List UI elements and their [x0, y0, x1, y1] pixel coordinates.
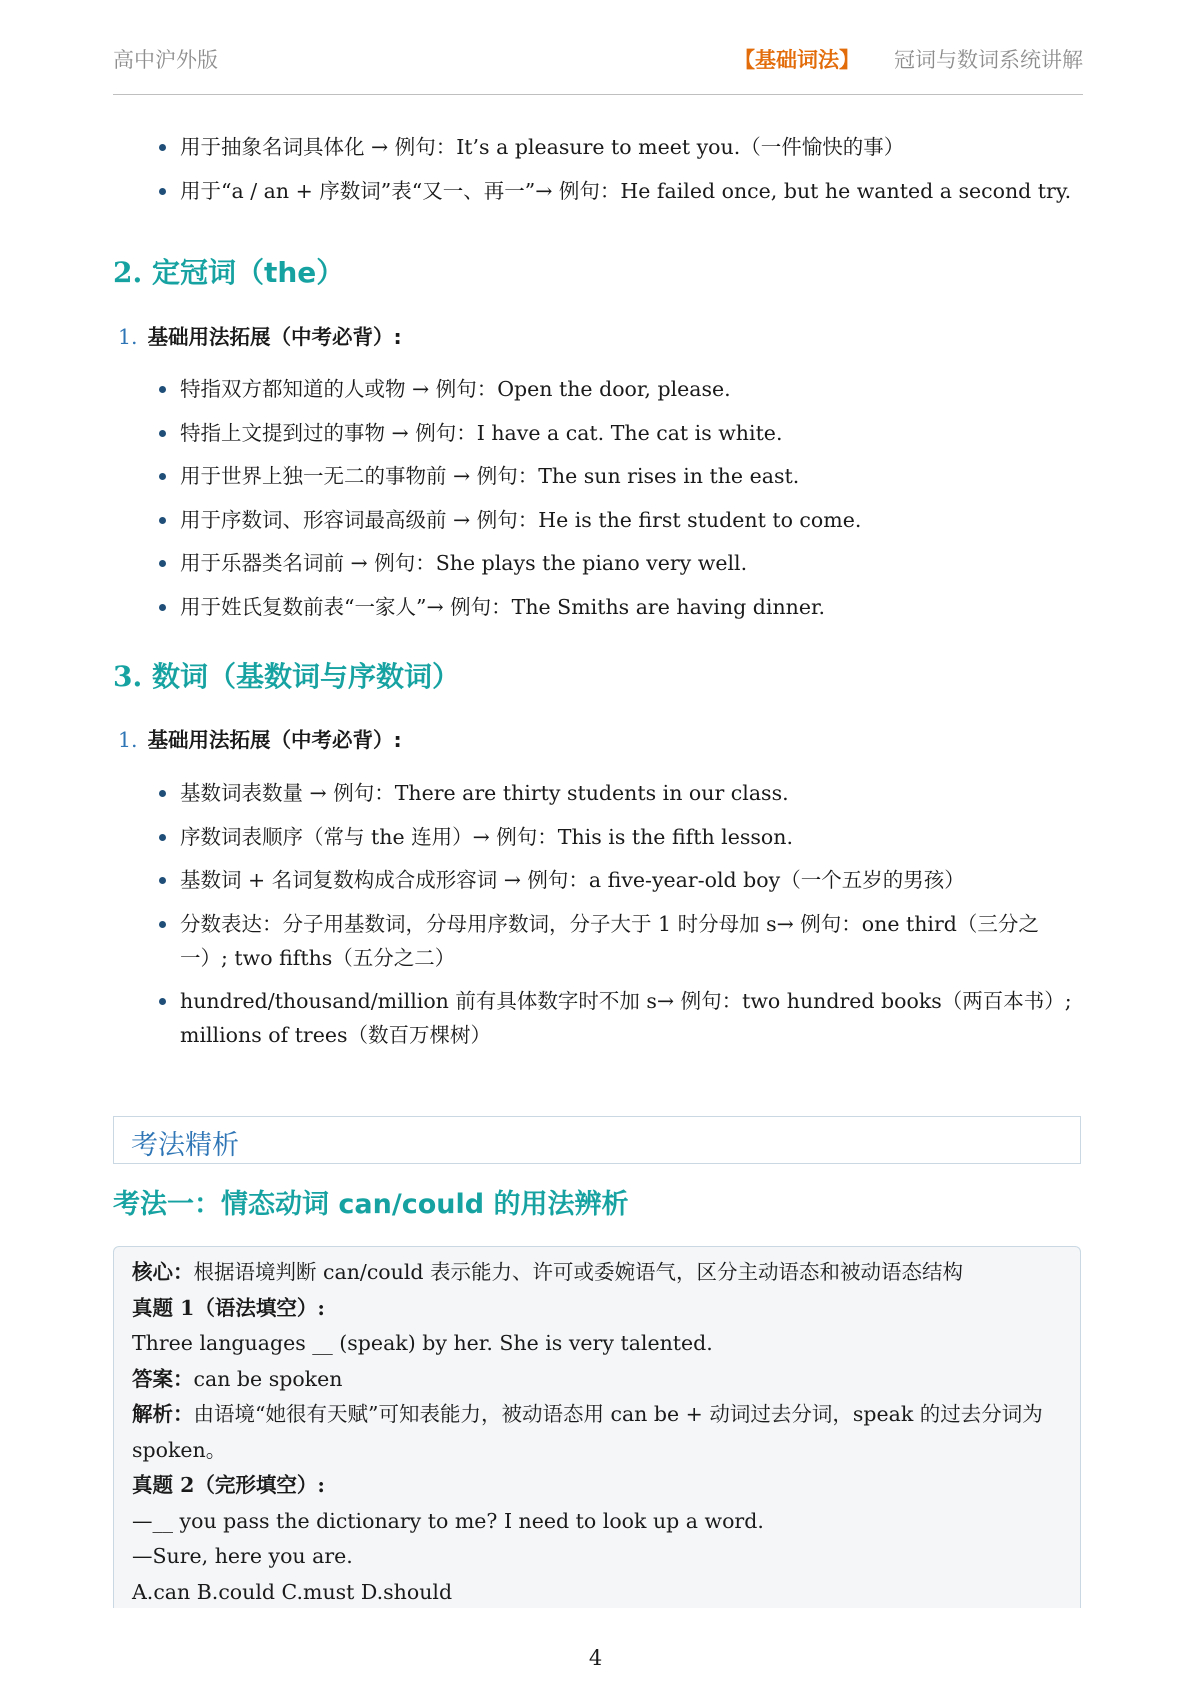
page-header — [113, 44, 1083, 95]
bullet-icon — [159, 877, 166, 884]
list-item: 用于姓氏复数前表“一家人”→ 例句：The Smiths are having dinner. — [158, 590, 861, 624]
bullet-icon — [159, 998, 166, 1005]
subheading-basic-usage: 1. 基础用法拓展（中考必背）: — [118, 325, 402, 349]
list-item: 序数词表顺序（常与 the 连用）→ 例句：This is the fifth lesson. — [158, 820, 1085, 854]
section-banner: 考法精析 — [113, 1116, 1081, 1164]
bullet-icon — [159, 604, 166, 611]
bullet-icon — [159, 921, 166, 928]
bullet-icon — [159, 188, 166, 195]
list-item: 用于乐器类名词前 → 例句：She plays the piano very well. — [158, 546, 861, 580]
method-title: 考法一：情态动词 can/could 的用法辨析 — [113, 1189, 629, 1220]
bullet-icon — [159, 517, 166, 524]
bullet-icon — [159, 386, 166, 393]
question-2-line-2: —Sure, here you are. — [132, 1544, 353, 1568]
answer-line: 答案：can be spoken — [132, 1366, 343, 1391]
list-item: 用于“a / an + 序数词”表“又一、再一”→ 例句：He failed once, but he wanted a second try. — [158, 174, 1071, 208]
header-tag: 【基础词法】 — [734, 48, 860, 72]
bullet-icon — [159, 834, 166, 841]
page-number: 4 — [588, 1646, 603, 1670]
bullet-icon — [159, 473, 166, 480]
list-item: 特指上文提到过的事物 → 例句：I have a cat. The cat is white. — [158, 416, 861, 450]
list-item: 用于抽象名词具体化 → 例句：It’s a pleasure to meet you.（一件愉快的事） — [158, 130, 1071, 164]
list-item: hundred/thousand/million 前有具体数字时不加 s→ 例句：two hundred books（两百本书）; millions of trees（数百万棵树） — [158, 984, 1085, 1052]
header-title: 冠词与数词系统讲解 — [894, 48, 1083, 72]
explanation-line: 解析：由语境“她很有天赋”可知表能力，被动语态用 can be + 动词过去分词，speak 的过去分词为 spoken。 — [132, 1402, 1043, 1462]
example-card — [113, 1246, 1081, 1608]
bullet-icon — [159, 790, 166, 797]
bullet-icon — [159, 430, 166, 437]
section-heading-article: 2. 定冠词（the） — [113, 256, 345, 289]
numeral-bullet-list — [158, 776, 1085, 1062]
bullet-icon — [159, 560, 166, 567]
question-1-text: Three languages __ (speak) by her. She is very talented. — [132, 1331, 713, 1355]
section-heading-numeral: 3. 数词（基数词与序数词） — [113, 660, 460, 693]
question-1-label: 真题 1（语法填空）: — [132, 1295, 325, 1320]
article-bullet-list — [158, 372, 861, 633]
subheading-basic-usage-2: 1. 基础用法拓展（中考必背）: — [118, 728, 402, 752]
list-item: 用于世界上独一无二的事物前 → 例句：The sun rises in the east. — [158, 459, 861, 493]
header-right — [734, 44, 1083, 74]
list-item: 特指双方都知道的人或物 → 例句：Open the door, please. — [158, 372, 861, 406]
question-2-options: A.can B.could C.must D.should — [132, 1579, 453, 1604]
list-item: 基数词表数量 → 例句：There are thirty students in our class. — [158, 776, 1085, 810]
list-item: 分数表达：分子用基数词，分母用序数词，分子大于 1 时分母加 s→ 例句：one third（三分之一）; two fifths（五分之二） — [158, 907, 1085, 975]
question-2-label: 真题 2（完形填空）: — [132, 1473, 325, 1497]
list-item: 用于序数词、形容词最高级前 → 例句：He is the first student to come. — [158, 503, 861, 537]
top-bullet-list — [158, 130, 1071, 217]
question-2-line-1: —__ you pass the dictionary to me? I need to look up a word. — [132, 1508, 764, 1533]
list-item: 基数词 + 名词复数构成合成形容词 → 例句：a five-year-old boy（一个五岁的男孩） — [158, 863, 1085, 897]
bullet-icon — [159, 144, 166, 151]
header-book-name: 高中沪外版 — [113, 48, 218, 72]
core-line: 核心：根据语境判断 can/could 表示能力、许可或委婉语气，区分主动语态和被动语态结构 — [132, 1260, 964, 1284]
